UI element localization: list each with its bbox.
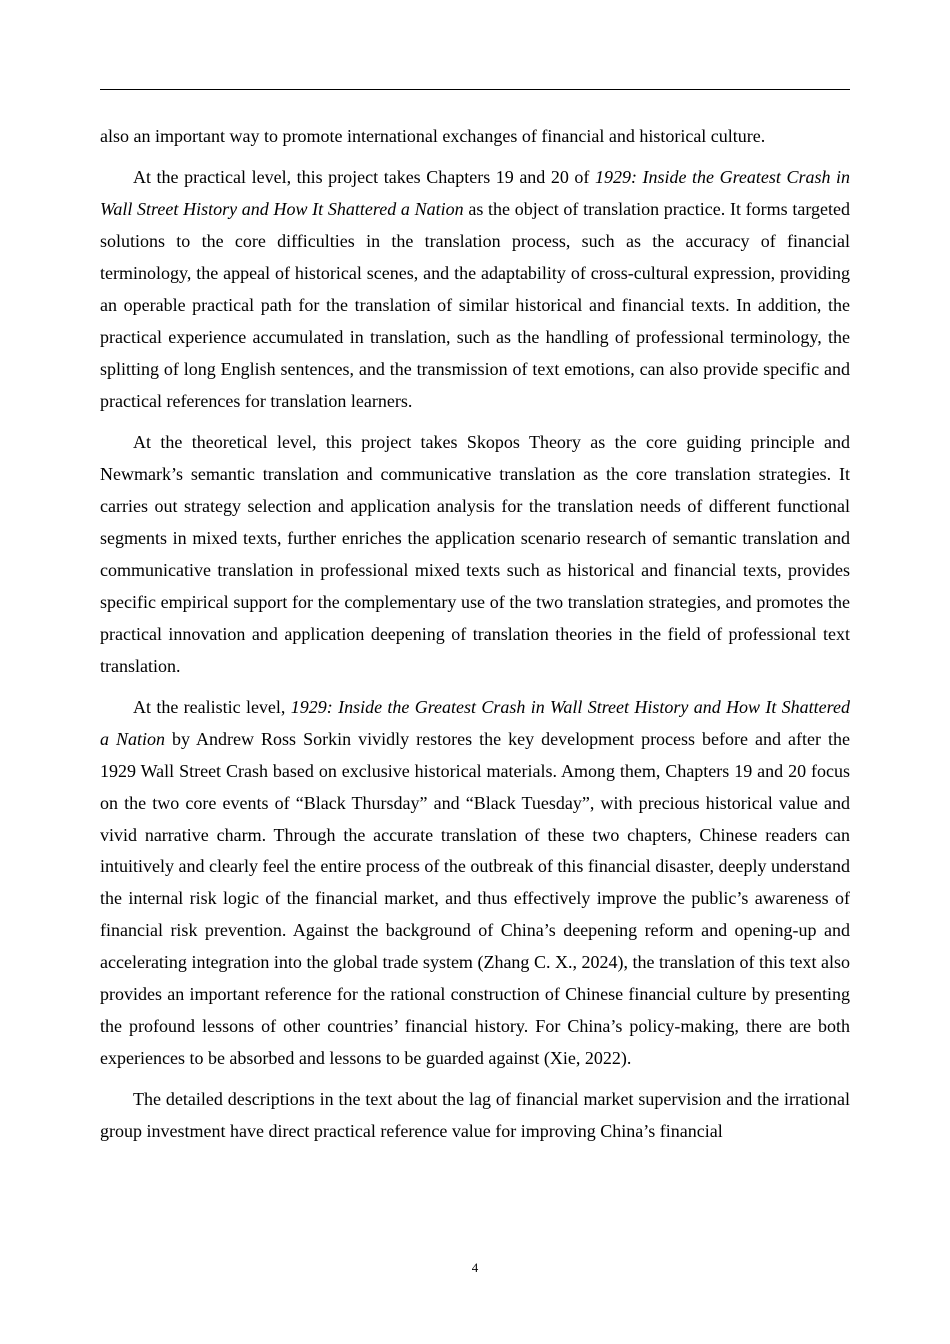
body-text xyxy=(100,121,850,1148)
book-title: 1929: Inside the Greatest Crash in Wall Street History and How It Shattered a Nation xyxy=(100,167,851,220)
paragraph-4-text-start: At the realistic level, xyxy=(133,696,291,717)
paragraph-2-text-start: At the practical level, this project takes Chapters 19 and 20 of xyxy=(133,167,595,188)
header-rule xyxy=(100,89,850,90)
paragraph-5 xyxy=(100,1084,850,1148)
paragraph-3 xyxy=(100,427,850,682)
page-number: 4 xyxy=(471,1260,479,1275)
paragraph-2-text-rest: as the object of translation practice. It forms targeted solutions to the core difficulties in the translation process, such as the accuracy of financial terminology, the appeal of historical scenes, and the adaptability of cross-cultural expression, providing an operable practical path for the translation of similar historical and financial texts. In addition, the practical experience accumulated in translation, such as the handling of professional terminology, the splitting of long English sentences, and the transmission of text emotions, can also provide specific and practical references for translation learners. xyxy=(100,199,850,411)
paragraph-4-text-rest: by Andrew Ross Sorkin vividly restores the key development process before and after the 1929 Wall Street Crash based on exclusive historical materials. Among them, Chapters 19 and 20 focus on the two core events of “Black Thursday” and “Black Tuesday”, with precious historical value and vivid narrative charm. Through the accurate translation of these two chapters, Chinese readers can intuitively and clearly feel the entire process of the outbreak of this financial disaster, deeply understand the internal risk logic of the financial market, and thus effectively improve the public’s awareness of financial risk prevention. Against the background of China’s deepening reform and opening-up and accelerating integration into the global trade system (Zhang C. X., 2024), the translation of this text also provides an important reference for the rational construction of Chinese financial culture by presenting the profound lessons of other countries’ financial history. For China’s policy-making, there are both experiences to be absorbed and lessons to be guarded against (Xie, 2022). xyxy=(100,728,851,1068)
paragraph-3-text: At the theoretical level, this project takes Skopos Theory as the core guiding principle and Newmark’s semantic translation and communicative translation as the core translation strategies. It carries out strategy selection and application analysis for the translation needs of different functional segments in mixed texts, further enriches the application scenario research of semantic translation and communicative translation in professional mixed texts such as historical and financial texts, provides specific empirical support for the complementary use of the two translation strategies, and promotes the practical innovation and application deepening of translation theories in the field of professional text translation. xyxy=(100,432,850,676)
paragraph-2 xyxy=(100,162,850,417)
paragraph-5-text: The detailed descriptions in the text about the lag of financial market supervision and the irrational group investment have direct practical reference value for improving China’s financial xyxy=(100,1089,850,1142)
paragraph-1 xyxy=(100,121,850,153)
book-title: 1929: Inside the Greatest Crash in Wall Street History and How It Shattered a Nation xyxy=(100,696,850,749)
paragraph-4 xyxy=(100,692,850,1075)
paragraph-1-text: also an important way to promote international exchanges of financial and historical culture. xyxy=(100,126,766,146)
